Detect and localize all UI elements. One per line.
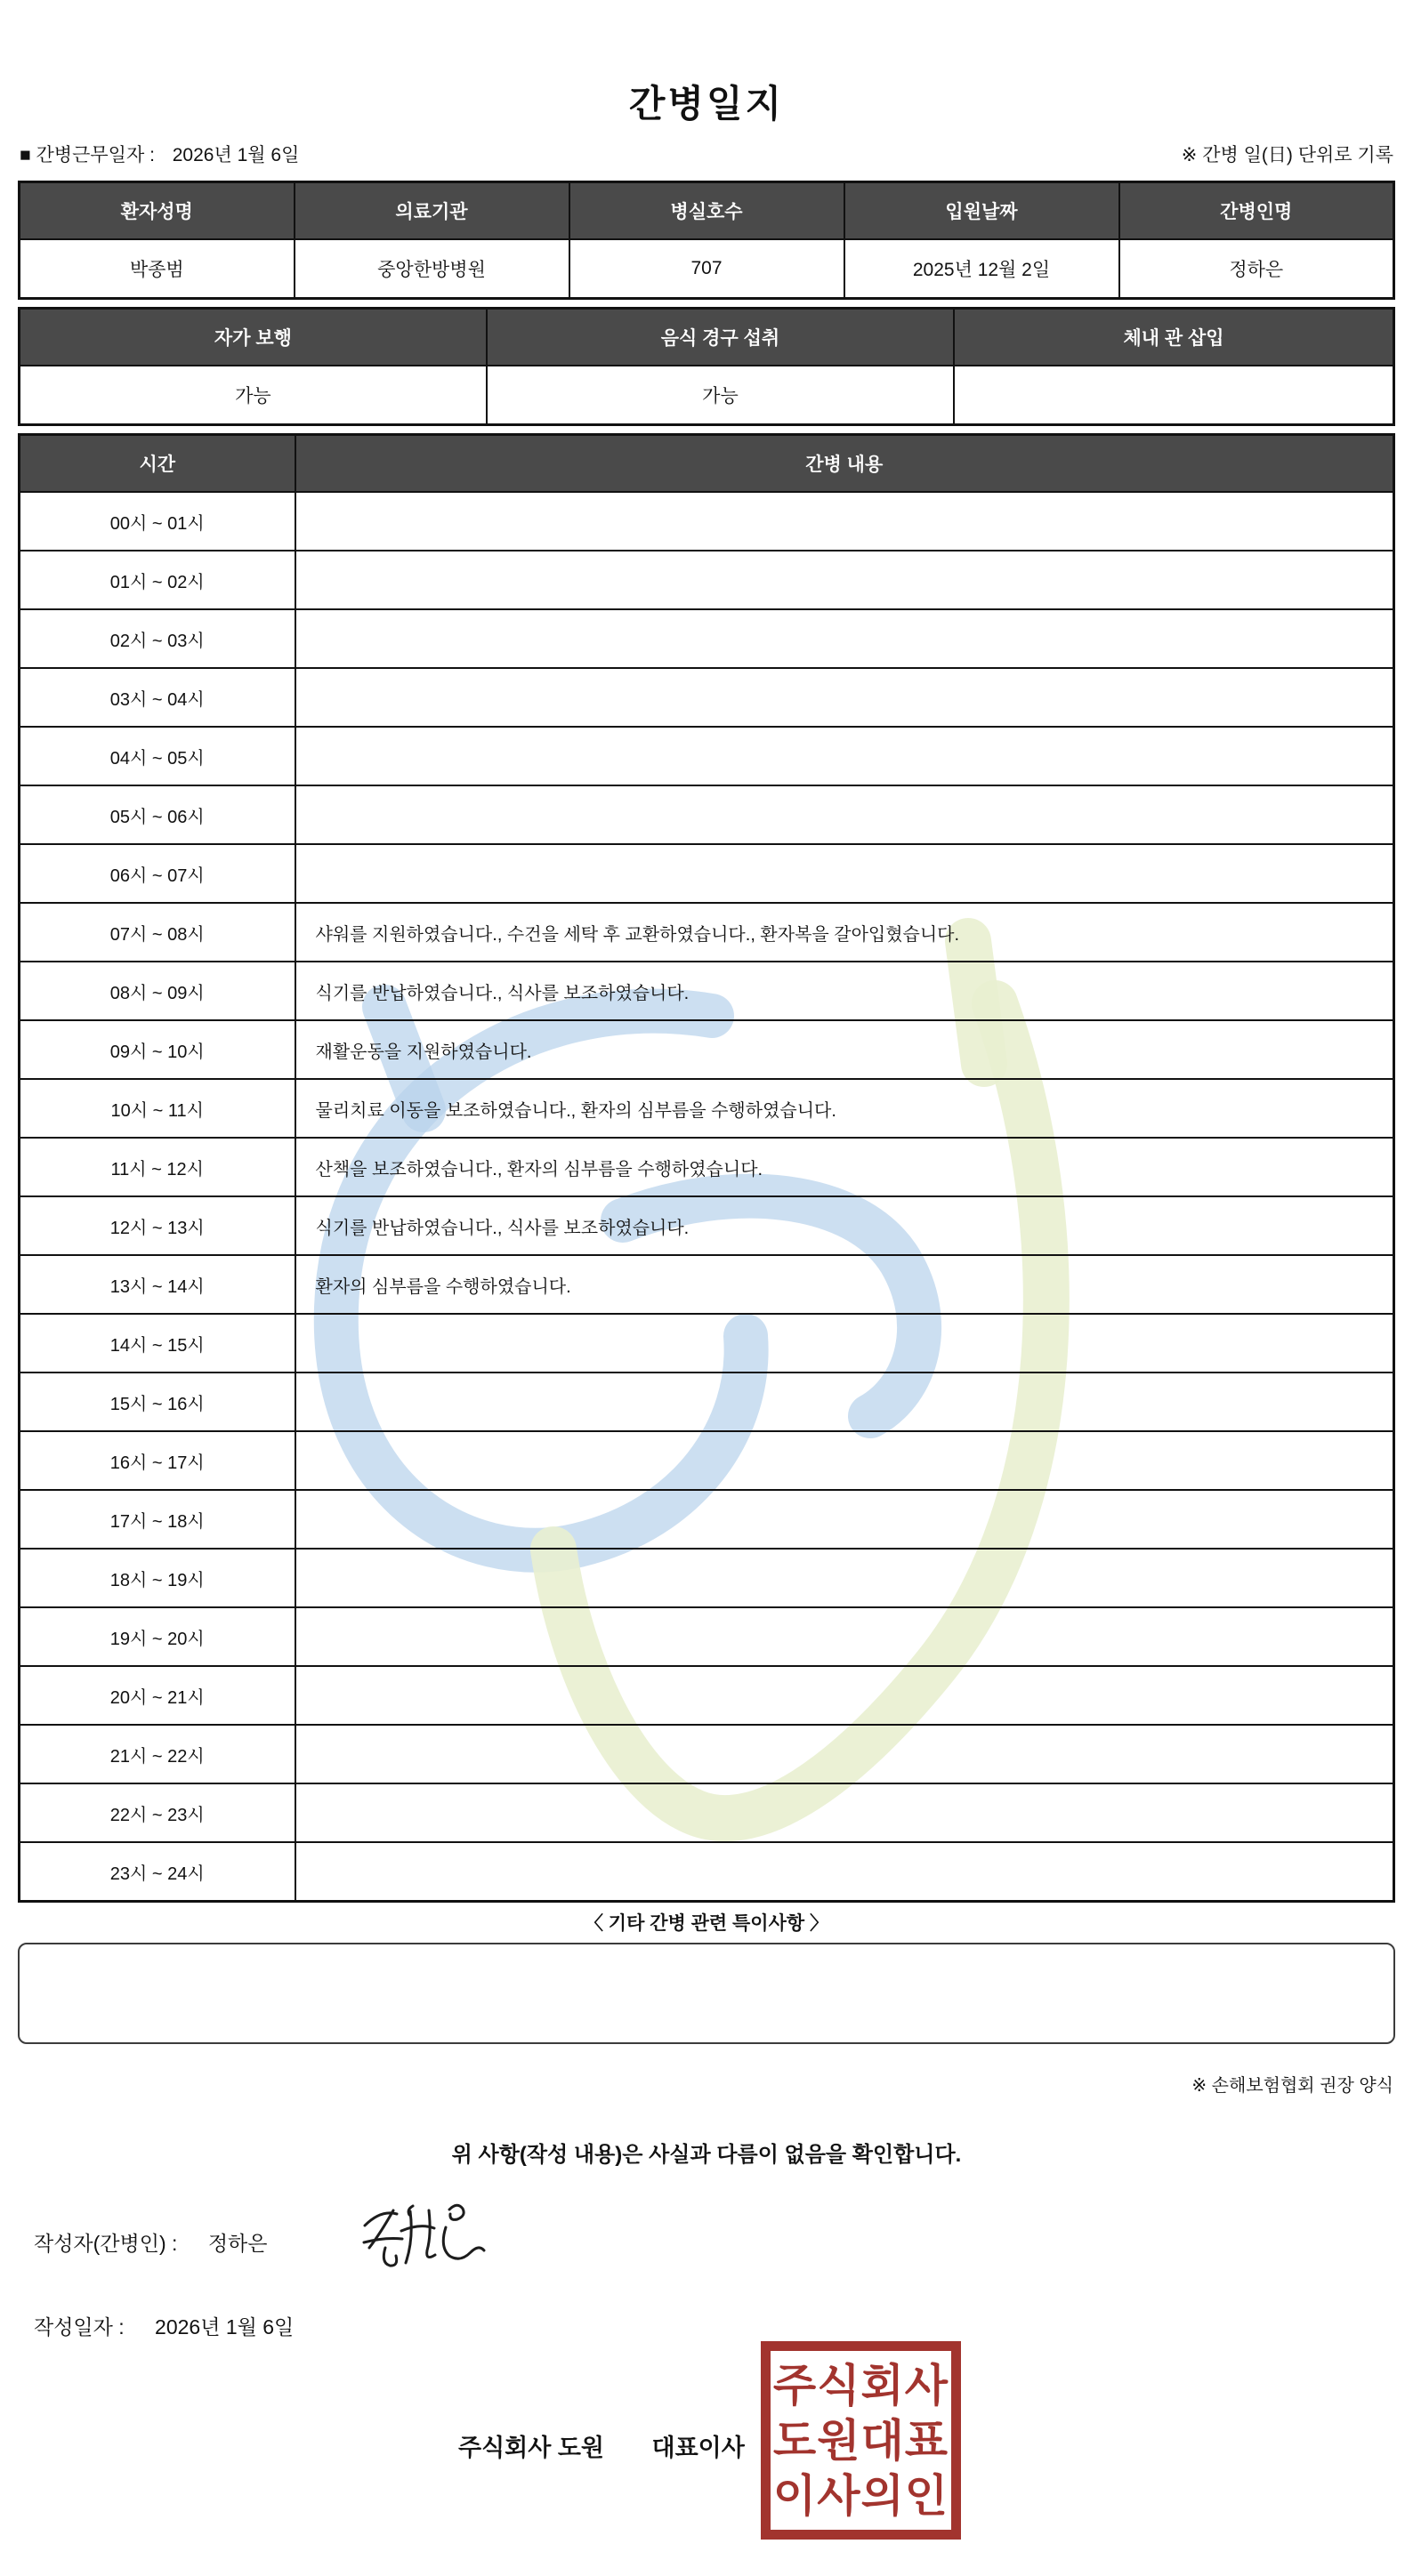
oral-intake-value: 가능 (487, 366, 954, 425)
care-content-cell (295, 1842, 1394, 1902)
time-cell: 04시 ~ 05시 (20, 727, 295, 785)
care-log-row (20, 1783, 1394, 1842)
care-content-cell (295, 1725, 1394, 1783)
care-content-cell: 산책을 보조하였습니다., 환자의 심부름을 수행하였습니다. (295, 1138, 1394, 1196)
care-log-row (20, 609, 1394, 668)
time-cell: 00시 ~ 01시 (20, 492, 295, 551)
work-date-line (20, 141, 299, 167)
tube-insertion-header: 체내 관 삽입 (954, 309, 1393, 366)
care-log-row (20, 1607, 1394, 1666)
notes-section-label: 〈 기타 간병 관련 특이사항 〉 (584, 1913, 829, 1934)
care-content-cell (295, 1666, 1394, 1725)
care-log-row (20, 1666, 1394, 1725)
care-content-cell: 물리치료 이동을 보조하였습니다., 환자의 심부름을 수행하였습니다. (295, 1079, 1394, 1138)
time-cell: 15시 ~ 16시 (20, 1373, 295, 1431)
seal-line-3: 이사의인 (772, 2470, 949, 2521)
work-date-label: ■ 간병근무일자 : (20, 145, 155, 165)
care-log-row (20, 1549, 1394, 1607)
condition-table (18, 307, 1395, 426)
writer-name: 정하은 (207, 2232, 268, 2255)
seal-line-2: 도원대표 (772, 2415, 949, 2466)
care-content-cell: 식기를 반납하였습니다., 식사를 보조하였습니다. (295, 962, 1394, 1020)
time-cell: 13시 ~ 14시 (20, 1255, 295, 1314)
care-log-row (20, 1138, 1394, 1196)
care-log-row (20, 551, 1394, 609)
meta-row (20, 141, 1393, 167)
care-content-cell (295, 844, 1394, 903)
care-content-cell: 재활운동을 지원하였습니다. (295, 1020, 1394, 1079)
hospital-header: 의료기관 (295, 182, 569, 240)
time-cell: 05시 ~ 06시 (20, 785, 295, 844)
care-log-row (20, 1725, 1394, 1783)
self-walking-value: 가능 (20, 366, 487, 425)
care-log-table (18, 433, 1395, 1903)
care-log-row (20, 1373, 1394, 1431)
time-cell: 18시 ~ 19시 (20, 1549, 295, 1607)
time-cell: 06시 ~ 07시 (20, 844, 295, 903)
company-name: 주식회사 도원 (458, 2435, 604, 2461)
care-content-cell (295, 1314, 1394, 1373)
care-content-cell (295, 785, 1394, 844)
time-cell: 02시 ~ 03시 (20, 609, 295, 668)
care-log-row (20, 727, 1394, 785)
confirmation-statement: 위 사항(작성 내용)은 사실과 다름이 없음을 확인합니다. (451, 2143, 962, 2167)
caregiver-value: 정하은 (1119, 239, 1394, 299)
condition-value-row (20, 366, 1394, 425)
care-log-row (20, 1255, 1394, 1314)
signature-image (358, 2199, 491, 2283)
care-content-header: 간병 내용 (295, 435, 1394, 493)
care-log-row (20, 1020, 1394, 1079)
patient-name-value: 박종범 (20, 239, 295, 299)
write-date-label: 작성일자 : (34, 2315, 125, 2339)
care-log-row (20, 1314, 1394, 1373)
care-log-row (20, 1842, 1394, 1902)
seal-line-1: 주식회사 (772, 2360, 949, 2411)
care-content-cell (295, 1490, 1394, 1549)
time-cell: 07시 ~ 08시 (20, 903, 295, 962)
company-seal (761, 2341, 961, 2540)
time-cell: 17시 ~ 18시 (20, 1490, 295, 1549)
time-cell: 20시 ~ 21시 (20, 1666, 295, 1725)
patient-header-row (20, 182, 1394, 240)
care-log-body (20, 492, 1394, 1902)
room-value: 707 (569, 239, 844, 299)
writer-label: 작성자(간병인) : (34, 2232, 178, 2255)
time-cell: 16시 ~ 17시 (20, 1431, 295, 1490)
patient-info-table (18, 181, 1395, 300)
write-date-line (34, 2311, 294, 2340)
care-content-cell: 환자의 심부름을 수행하였습니다. (295, 1255, 1394, 1314)
care-content-cell (295, 1783, 1394, 1842)
record-unit-note: ※ 간병 일(日) 단위로 기록 (1181, 145, 1393, 165)
self-walking-header: 자가 보행 (20, 309, 487, 366)
care-content-cell (295, 727, 1394, 785)
care-content-cell (295, 1549, 1394, 1607)
care-log-row (20, 844, 1394, 903)
care-log-row (20, 1196, 1394, 1255)
time-cell: 09시 ~ 10시 (20, 1020, 295, 1079)
time-header: 시간 (20, 435, 295, 493)
ceo-label: 대표이사 (651, 2435, 745, 2461)
company-line (458, 2428, 745, 2463)
care-log-row (20, 668, 1394, 727)
page-title: 간병일지 (628, 83, 785, 125)
care-content-cell (295, 492, 1394, 551)
time-cell: 19시 ~ 20시 (20, 1607, 295, 1666)
patient-name-header: 환자성명 (20, 182, 295, 240)
care-log-row (20, 1079, 1394, 1138)
condition-header-row (20, 309, 1394, 366)
time-cell: 12시 ~ 13시 (20, 1196, 295, 1255)
patient-value-row (20, 239, 1394, 299)
time-cell: 21시 ~ 22시 (20, 1725, 295, 1783)
writer-line (34, 2227, 267, 2257)
admission-date-header: 입원날짜 (844, 182, 1119, 240)
form-standard-note: ※ 손해보험협회 권장 양식 (1191, 2076, 1393, 2096)
care-log-row (20, 903, 1394, 962)
care-log-row (20, 492, 1394, 551)
work-date-value: 2026년 1월 6일 (172, 145, 300, 165)
care-log-row (20, 962, 1394, 1020)
admission-date-value: 2025년 12월 2일 (844, 239, 1119, 299)
care-content-cell (295, 1607, 1394, 1666)
care-content-cell (295, 1373, 1394, 1431)
oral-intake-header: 음식 경구 섭취 (487, 309, 954, 366)
care-log-row (20, 1490, 1394, 1549)
care-content-cell: 샤워를 지원하였습니다., 수건을 세탁 후 교환하였습니다., 환자복을 갈아입혔습니다. (295, 903, 1394, 962)
time-cell: 01시 ~ 02시 (20, 551, 295, 609)
care-log-header-row (20, 435, 1394, 493)
write-date-value: 2026년 1월 6일 (155, 2315, 295, 2339)
care-content-cell (295, 609, 1394, 668)
care-content-cell (295, 1431, 1394, 1490)
time-cell: 08시 ~ 09시 (20, 962, 295, 1020)
care-log-row (20, 1431, 1394, 1490)
caregiver-header: 간병인명 (1119, 182, 1394, 240)
time-cell: 10시 ~ 11시 (20, 1079, 295, 1138)
room-header: 병실호수 (569, 182, 844, 240)
care-content-cell: 식기를 반납하였습니다., 식사를 보조하였습니다. (295, 1196, 1394, 1255)
tube-insertion-value (954, 366, 1393, 425)
tables-area (18, 181, 1395, 1910)
notes-input-box[interactable] (18, 1943, 1395, 2044)
care-content-cell (295, 668, 1394, 727)
care-content-cell (295, 551, 1394, 609)
time-cell: 23시 ~ 24시 (20, 1842, 295, 1902)
hospital-value: 중앙한방병원 (295, 239, 569, 299)
time-cell: 03시 ~ 04시 (20, 668, 295, 727)
time-cell: 14시 ~ 15시 (20, 1314, 295, 1373)
time-cell: 11시 ~ 12시 (20, 1138, 295, 1196)
care-log-row (20, 785, 1394, 844)
time-cell: 22시 ~ 23시 (20, 1783, 295, 1842)
